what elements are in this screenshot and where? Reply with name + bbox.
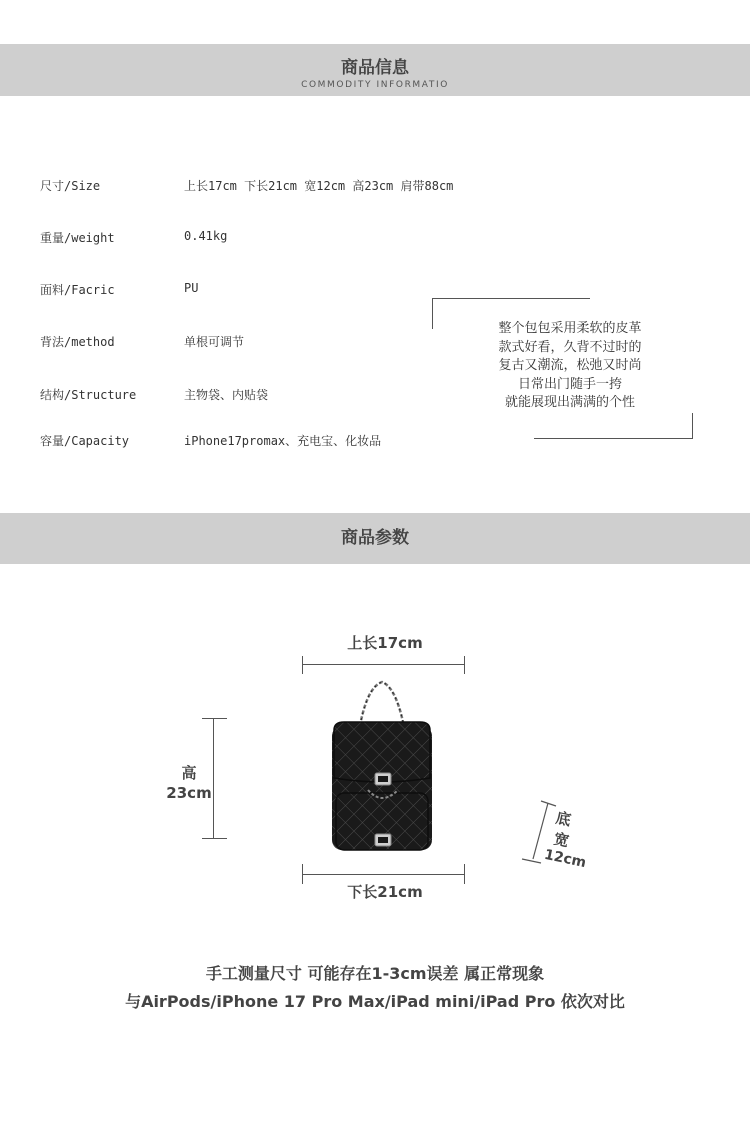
spec-value: PU — [184, 281, 199, 295]
description-line: 整个包包采用柔软的皮革 — [498, 321, 642, 336]
dim-top-label: 上长17cm — [347, 634, 423, 652]
frame-line — [534, 438, 693, 439]
spec-value: iPhone17promax、充电宝、化妆品 — [184, 434, 382, 448]
frame-line — [432, 298, 590, 299]
dim-tick — [464, 864, 465, 884]
section-title: 商品参数 — [341, 528, 409, 548]
dim-line-height — [213, 718, 214, 838]
spec-label: 结构/Structure — [40, 388, 137, 402]
description-line: 日常出门随手一挎 — [517, 376, 622, 392]
dim-depth-value: 12cm — [542, 846, 588, 872]
dim-tick — [202, 838, 227, 839]
section-subtitle: COMMODITY INFORMATIO — [301, 80, 449, 90]
measurement-note: 手工测量尺寸 可能存在1-3cm误差 属正常现象 — [205, 964, 545, 983]
description-line: 就能展现出满满的个性 — [504, 395, 635, 410]
dim-height-label: 高 — [181, 764, 197, 782]
spec-label: 面料/Facric — [40, 283, 115, 297]
dim-line-top — [302, 664, 465, 665]
section-header-info — [0, 44, 750, 96]
dim-bottom-label: 下长21cm — [347, 883, 423, 901]
spec-value: 上长17cm 下长21cm 宽12cm 高23cm 肩带88cm — [184, 179, 454, 193]
spec-label: 重量/weight — [40, 231, 115, 245]
product-description — [472, 320, 668, 413]
dim-tick — [302, 864, 303, 884]
spec-label: 尺寸/Size — [40, 179, 101, 193]
dim-tick — [302, 656, 303, 674]
description-line: 复古又潮流，松弛又时尚 — [498, 358, 642, 373]
section-title: 商品信息 — [341, 58, 409, 78]
dim-depth-label-1: 底 — [554, 808, 573, 830]
dim-height-value: 23cm — [166, 784, 212, 802]
dim-line-bottom — [302, 874, 465, 875]
section-header-params — [0, 513, 750, 564]
dim-tick — [202, 718, 227, 719]
spec-value: 0.41kg — [184, 229, 228, 243]
description-line: 款式好看，久背不过时的 — [498, 339, 642, 355]
comparison-note: 与AirPods/iPhone 17 Pro Max/iPad mini/iPad Pro 依次对比 — [125, 992, 625, 1011]
spec-value: 主物袋、内贴袋 — [184, 388, 269, 402]
backpack-image — [320, 678, 440, 853]
spec-value: 单根可调节 — [184, 335, 245, 349]
dim-depth-label-2: 宽 — [552, 829, 571, 851]
spec-label: 背法/method — [40, 335, 115, 349]
frame-line — [432, 298, 433, 329]
frame-line — [692, 413, 693, 439]
spec-label: 容量/Capacity — [40, 434, 130, 448]
dim-tick — [464, 656, 465, 674]
